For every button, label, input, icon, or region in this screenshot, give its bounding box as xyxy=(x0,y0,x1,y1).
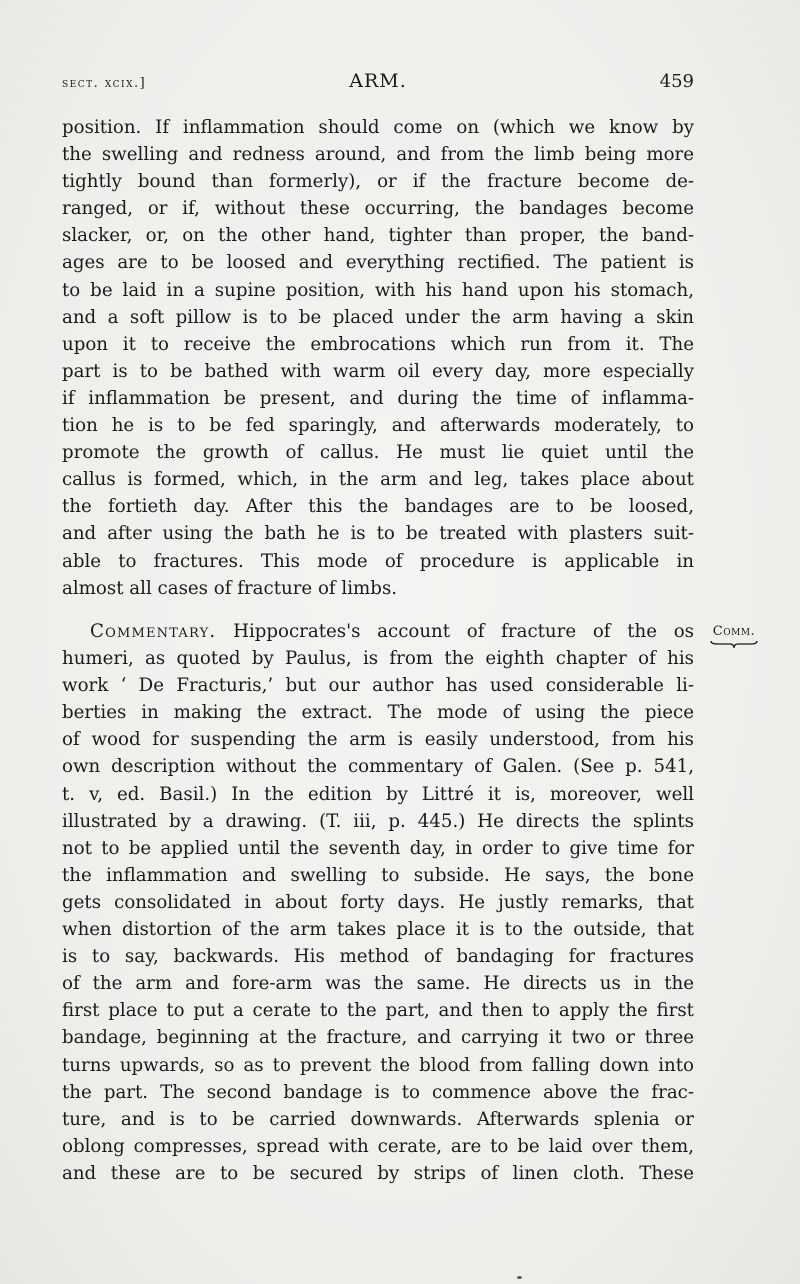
text-line: the part. The second bandage is to commence above the frac- xyxy=(62,1081,694,1103)
text-line: the inflammation and swelling to subside. He says, the bone xyxy=(62,864,694,886)
text-line: able to fractures. This mode of procedure is applicable in xyxy=(62,550,694,572)
text-line: when distortion of the arm takes place it is to the outside, that xyxy=(62,919,694,941)
text-line: almost all cases of fracture of limbs. xyxy=(62,577,398,599)
page-title: ARM. xyxy=(349,70,407,92)
text-line: upon it to receive the embrocations which run from it. The xyxy=(62,333,694,355)
margin-note-label: Comm. xyxy=(712,624,756,639)
text-line: tion he is to be fed sparingly, and afterwards moderately, to xyxy=(62,415,694,437)
text-line: slacker, or, on the other hand, tighter than proper, the band- xyxy=(62,225,694,247)
text-line: and these are to be secured by strips of linen cloth. These xyxy=(62,1162,694,1184)
text-line: first place to put a cerate to the part, and then to apply the first xyxy=(62,1000,694,1022)
text-line: ture, and is to be carried downwards. Afterwards splenia or xyxy=(62,1108,694,1130)
text-line: not to be applied until the seventh day, in order to give time for xyxy=(62,837,694,859)
text-line: own description without the commentary of Galen. (See p. 541, xyxy=(62,756,694,778)
paragraph-commentary xyxy=(62,618,694,1187)
text-line: of the arm and fore-arm was the same. He directs us in the xyxy=(62,973,694,995)
section-reference: sect. xcix.] xyxy=(62,76,147,91)
text-line: oblong compresses, spread with cerate, are to be laid over them, xyxy=(62,1135,694,1157)
text-line: promote the growth of callus. He must lie quiet until the xyxy=(62,442,694,464)
text-line: humeri, as quoted by Paulus, is from the eighth chapter of his xyxy=(62,648,694,670)
page-number: 459 xyxy=(659,71,694,92)
text-line: work ‘ De Fracturis,’ but our author has used considerable li- xyxy=(62,675,694,697)
print-speck xyxy=(517,1276,522,1279)
text-line: the swelling and redness around, and from the limb being more xyxy=(62,144,694,166)
text-line: tightly bound than formerly), or if the fracture become de- xyxy=(62,171,694,193)
text-line: ages are to be loosed and everything rectified. The patient is xyxy=(62,252,694,274)
text-line: if inflammation be present, and during the time of inflamma- xyxy=(62,387,694,409)
text-line: gets consolidated in about forty days. He justly remarks, that xyxy=(62,891,694,913)
paragraph-main-text xyxy=(62,114,694,602)
running-header xyxy=(62,70,694,100)
text-line: turns upwards, so as to prevent the blood from falling down into xyxy=(62,1054,694,1076)
text-line: part is to be bathed with warm oil every day, more especially xyxy=(62,360,694,382)
text-line: and after using the bath he is to be treated with plasters suit- xyxy=(62,523,694,545)
commentary-first-line: Hippocrates's account of fracture of the os xyxy=(216,621,694,642)
text-line: and a soft pillow is to be placed under the arm having a skin xyxy=(62,306,694,328)
commentary-lead: Commentary. xyxy=(90,621,217,642)
text-line: is to say, backwards. His method of bandaging for fractures xyxy=(62,946,694,968)
text-line: of wood for suspending the arm is easily understood, from his xyxy=(62,729,694,751)
text-line: illustrated by a drawing. (T. iii, p. 445.) He directs the splints xyxy=(62,810,694,832)
text-line xyxy=(62,618,694,645)
text-line: to be laid in a supine position, with his hand upon his stomach, xyxy=(62,279,694,301)
text-line: bandage, beginning at the fracture, and carrying it two or three xyxy=(62,1027,694,1049)
text-line: position. If inflammation should come on (which we know by xyxy=(62,117,694,138)
brace-icon xyxy=(709,640,759,650)
text-line: ranged, or if, without these occurring, the bandages become xyxy=(62,198,694,220)
margin-note xyxy=(702,624,766,650)
text-line: the fortieth day. After this the bandages are to be loosed, xyxy=(62,496,694,518)
text-line: t. v, ed. Basil.) In the edition by Littré it is, moreover, well xyxy=(62,783,694,805)
text-line: callus is formed, which, in the arm and leg, takes place about xyxy=(62,469,694,491)
text-line: berties in making the extract. The mode of using the piece xyxy=(62,702,694,724)
